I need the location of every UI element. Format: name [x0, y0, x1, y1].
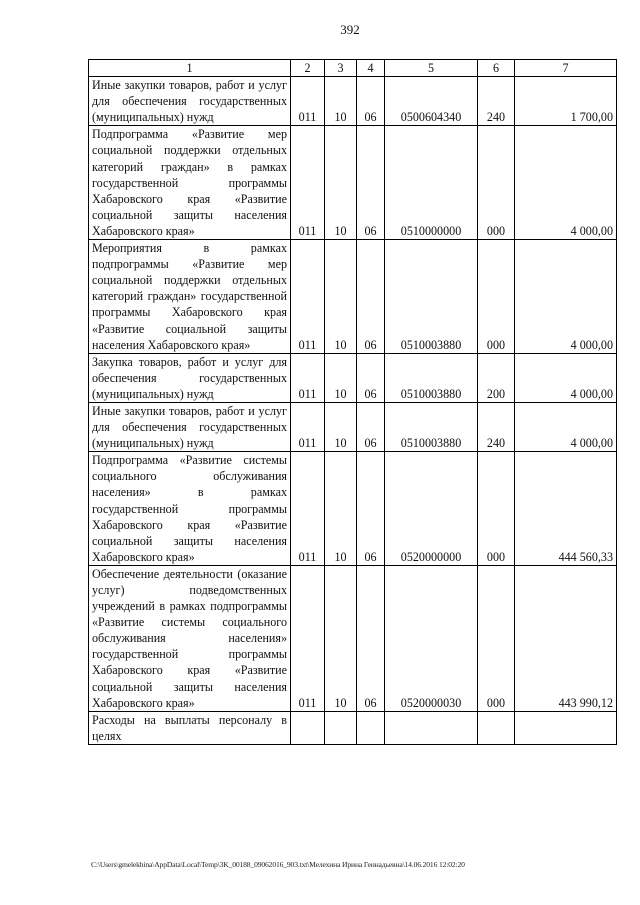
table-body: [89, 77, 617, 745]
expense-type-cell: 000: [478, 452, 515, 566]
row-name-cell: Расходы на выплаты персоналу в целях: [89, 711, 291, 744]
amount-cell: 443 990,12: [515, 565, 617, 711]
amount-cell: 444 560,33: [515, 452, 617, 566]
subchapter-code-cell: 06: [357, 452, 385, 566]
amount-cell: 1 700,00: [515, 77, 617, 126]
chapter-code-cell: 10: [325, 402, 357, 451]
table-row: [89, 711, 617, 744]
subchapter-code-cell: 06: [357, 402, 385, 451]
chapter-code-cell: 10: [325, 353, 357, 402]
page-number: 392: [340, 22, 360, 37]
expense-type-cell: [478, 711, 515, 744]
section-code-cell: 011: [291, 565, 325, 711]
section-code-cell: 011: [291, 77, 325, 126]
header-col-3: 3: [325, 60, 357, 77]
section-code-cell: 011: [291, 353, 325, 402]
row-name-cell: Закупка товаров, работ и услуг для обеспечения государственных (муниципальных) нужд: [89, 353, 291, 402]
subchapter-code-cell: 06: [357, 353, 385, 402]
target-code-cell: 0510003880: [385, 240, 478, 354]
table-row: [89, 402, 617, 451]
target-code-cell: 0510000000: [385, 126, 478, 240]
target-code-cell: [385, 711, 478, 744]
section-code-cell: 011: [291, 452, 325, 566]
section-code-cell: 011: [291, 126, 325, 240]
chapter-code-cell: 10: [325, 240, 357, 354]
header-col-6: 6: [478, 60, 515, 77]
subchapter-code-cell: [357, 711, 385, 744]
section-code-cell: [291, 711, 325, 744]
expense-type-cell: 000: [478, 565, 515, 711]
row-name-cell: Иные закупки товаров, работ и услуг для обеспечения государственных (муниципальных) нужд: [89, 402, 291, 451]
table-row: [89, 353, 617, 402]
table-row: [89, 126, 617, 240]
expense-type-cell: 200: [478, 353, 515, 402]
chapter-code-cell: 10: [325, 565, 357, 711]
header-col-7: 7: [515, 60, 617, 77]
expense-type-cell: 000: [478, 240, 515, 354]
expense-type-cell: 000: [478, 126, 515, 240]
amount-cell: 4 000,00: [515, 353, 617, 402]
target-code-cell: 0520000000: [385, 452, 478, 566]
row-name-cell: Мероприятия в рамках подпрограммы «Развитие мер социальной поддержки отдельных категорий граждан» государственной программы Хабаровского края «Развитие социальной защиты населения Хабаровского края»: [89, 240, 291, 354]
target-code-cell: 0510003880: [385, 402, 478, 451]
subchapter-code-cell: 06: [357, 77, 385, 126]
amount-cell: 4 000,00: [515, 126, 617, 240]
chapter-code-cell: 10: [325, 126, 357, 240]
amount-cell: 4 000,00: [515, 402, 617, 451]
header-col-1: 1: [89, 60, 291, 77]
row-name-cell: Обеспечение деятельности (оказание услуг) подведомственных учреждений в рамках подпрограммы «Развитие системы социального обслуживания населения» государственной программы Хабаровского края «Развитие социальной защиты населения Хабаровского края»: [89, 565, 291, 711]
header-col-5: 5: [385, 60, 478, 77]
subchapter-code-cell: 06: [357, 126, 385, 240]
target-code-cell: 0510003880: [385, 353, 478, 402]
table-row: [89, 240, 617, 354]
header-col-2: 2: [291, 60, 325, 77]
section-code-cell: 011: [291, 402, 325, 451]
table-row: [89, 565, 617, 711]
amount-cell: 4 000,00: [515, 240, 617, 354]
table-row: [89, 452, 617, 566]
subchapter-code-cell: 06: [357, 240, 385, 354]
amount-cell: [515, 711, 617, 744]
row-name-cell: Подпрограмма «Развитие системы социального обслуживания населения» в рамках государственной программы Хабаровского края «Развитие социальной защиты населения Хабаровского края»: [89, 452, 291, 566]
budget-table: [88, 59, 617, 745]
target-code-cell: 0500604340: [385, 77, 478, 126]
file-path-footer: C:\Users\gmelekhina\AppData\Local\Temp\3K_00188_09062016_903.txt\Мелехина Ирина Геннадьевна\14.06.2016 12:02:20: [91, 860, 465, 869]
row-name-cell: Подпрограмма «Развитие мер социальной поддержки отдельных категорий граждан» в рамках государственной программы Хабаровского края «Развитие социальной защиты населения Хабаровского края»: [89, 126, 291, 240]
expense-type-cell: 240: [478, 402, 515, 451]
expense-type-cell: 240: [478, 77, 515, 126]
header-col-4: 4: [357, 60, 385, 77]
table-header: [89, 60, 617, 77]
row-name-cell: Иные закупки товаров, работ и услуг для обеспечения государственных (муниципальных) нужд: [89, 77, 291, 126]
section-code-cell: 011: [291, 240, 325, 354]
chapter-code-cell: 10: [325, 452, 357, 566]
table-row: [89, 77, 617, 126]
target-code-cell: 0520000030: [385, 565, 478, 711]
chapter-code-cell: 10: [325, 77, 357, 126]
chapter-code-cell: [325, 711, 357, 744]
subchapter-code-cell: 06: [357, 565, 385, 711]
